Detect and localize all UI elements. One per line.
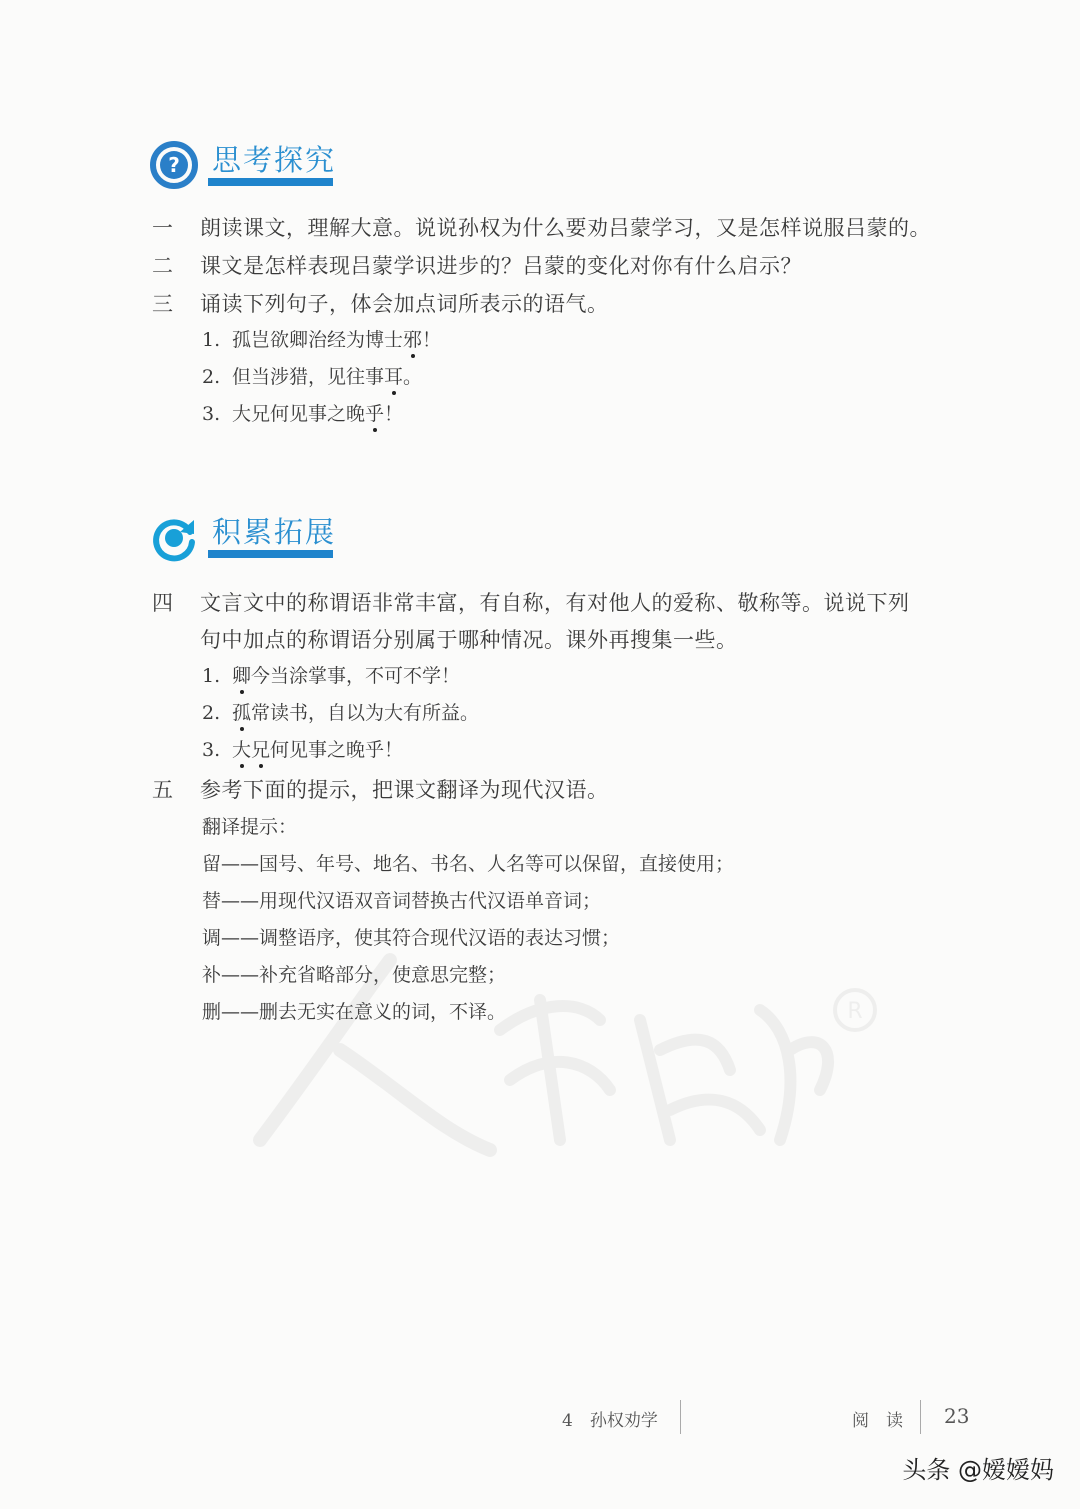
hint-line: 补——补充省略部分，使意思完整； — [202, 964, 507, 986]
dotted-word: 大兄 — [232, 735, 270, 762]
dotted-word: 邪 — [403, 325, 422, 352]
section-underline — [208, 178, 333, 186]
question-number: 一 — [152, 216, 173, 240]
list-item — [202, 698, 479, 725]
page-number: 23 — [944, 1404, 970, 1428]
svg-text:R: R — [847, 999, 863, 1024]
footer-lesson: 4 孙权劝学 — [562, 1411, 658, 1431]
item-number: 1. — [202, 665, 221, 687]
publisher-watermark — [200, 940, 900, 1170]
question-number: 二 — [152, 254, 173, 278]
question-number: 三 — [152, 292, 173, 316]
item-number: 3. — [202, 739, 221, 761]
hint-line: 调——调整语序，使其符合现代汉语的表达习惯； — [202, 927, 621, 949]
hint-title: 翻译提示： — [202, 816, 298, 838]
brand-watermark: 头条 @嫒嫒妈 — [902, 1456, 1054, 1484]
item-text: 孤岂欲卿治经为博士 — [232, 329, 404, 351]
item-punct: 。 — [403, 366, 423, 388]
svg-text:?: ? — [168, 153, 180, 177]
footer-unit: 阅 读 — [852, 1411, 903, 1431]
item-text: 常读书，自以为大有所益。 — [251, 702, 480, 724]
dotted-word: 乎 — [365, 399, 384, 426]
footer-divider — [680, 1400, 681, 1434]
hint-line: 替——用现代汉语双音词替换古代汉语单音词； — [202, 890, 602, 912]
footer-divider — [920, 1400, 921, 1434]
list-item — [202, 325, 441, 352]
section-header-accumulate — [150, 512, 350, 572]
item-number: 3. — [202, 403, 221, 425]
dotted-word: 卿 — [232, 661, 251, 688]
dotted-word: 耳 — [384, 362, 403, 389]
list-item — [202, 362, 422, 389]
question-icon — [150, 140, 200, 190]
list-item — [202, 735, 403, 762]
dotted-word: 孤 — [232, 698, 251, 725]
hint-line: 留——国号、年号、地名、书名、人名等可以保留，直接使用； — [202, 853, 735, 875]
refresh-arrow-icon — [150, 512, 200, 562]
question-number: 四 — [152, 591, 173, 615]
section-title: 思考探究 — [212, 143, 337, 177]
section-header-think — [150, 140, 350, 200]
item-punct: ！ — [384, 403, 404, 425]
item-text: 但当涉猎，见往事 — [232, 366, 385, 388]
question-text: 课文是怎样表现吕蒙学识进步的？吕蒙的变化对你有什么启示？ — [200, 254, 802, 278]
section-title: 积累拓展 — [212, 515, 337, 549]
section-underline — [208, 550, 333, 558]
item-punct: ！ — [422, 329, 442, 351]
item-text: 何见事之晚乎！ — [270, 739, 404, 761]
question-text: 文言文中的称谓语非常丰富，有自称，有对他人的爱称、敬称等。说说下列 — [200, 591, 910, 615]
item-text: 大兄何见事之晚 — [232, 403, 366, 425]
question-text: 句中加点的称谓语分别属于哪种情况。课外再搜集一些。 — [200, 628, 738, 652]
item-text: 今当涂掌事，不可不学！ — [251, 665, 461, 687]
question-number: 五 — [152, 778, 173, 802]
question-text: 诵读下列句子，体会加点词所表示的语气。 — [200, 292, 609, 316]
item-number: 1. — [202, 329, 221, 351]
item-number: 2. — [202, 702, 221, 724]
question-text: 朗读课文，理解大意。说说孙权为什么要劝吕蒙学习，又是怎样说服吕蒙的。 — [200, 216, 931, 240]
item-number: 2. — [202, 366, 221, 388]
list-item — [202, 399, 403, 426]
hint-line: 删——删去无实在意义的词，不译。 — [202, 1001, 507, 1023]
list-item — [202, 661, 460, 688]
question-text: 参考下面的提示，把课文翻译为现代汉语。 — [200, 778, 609, 802]
